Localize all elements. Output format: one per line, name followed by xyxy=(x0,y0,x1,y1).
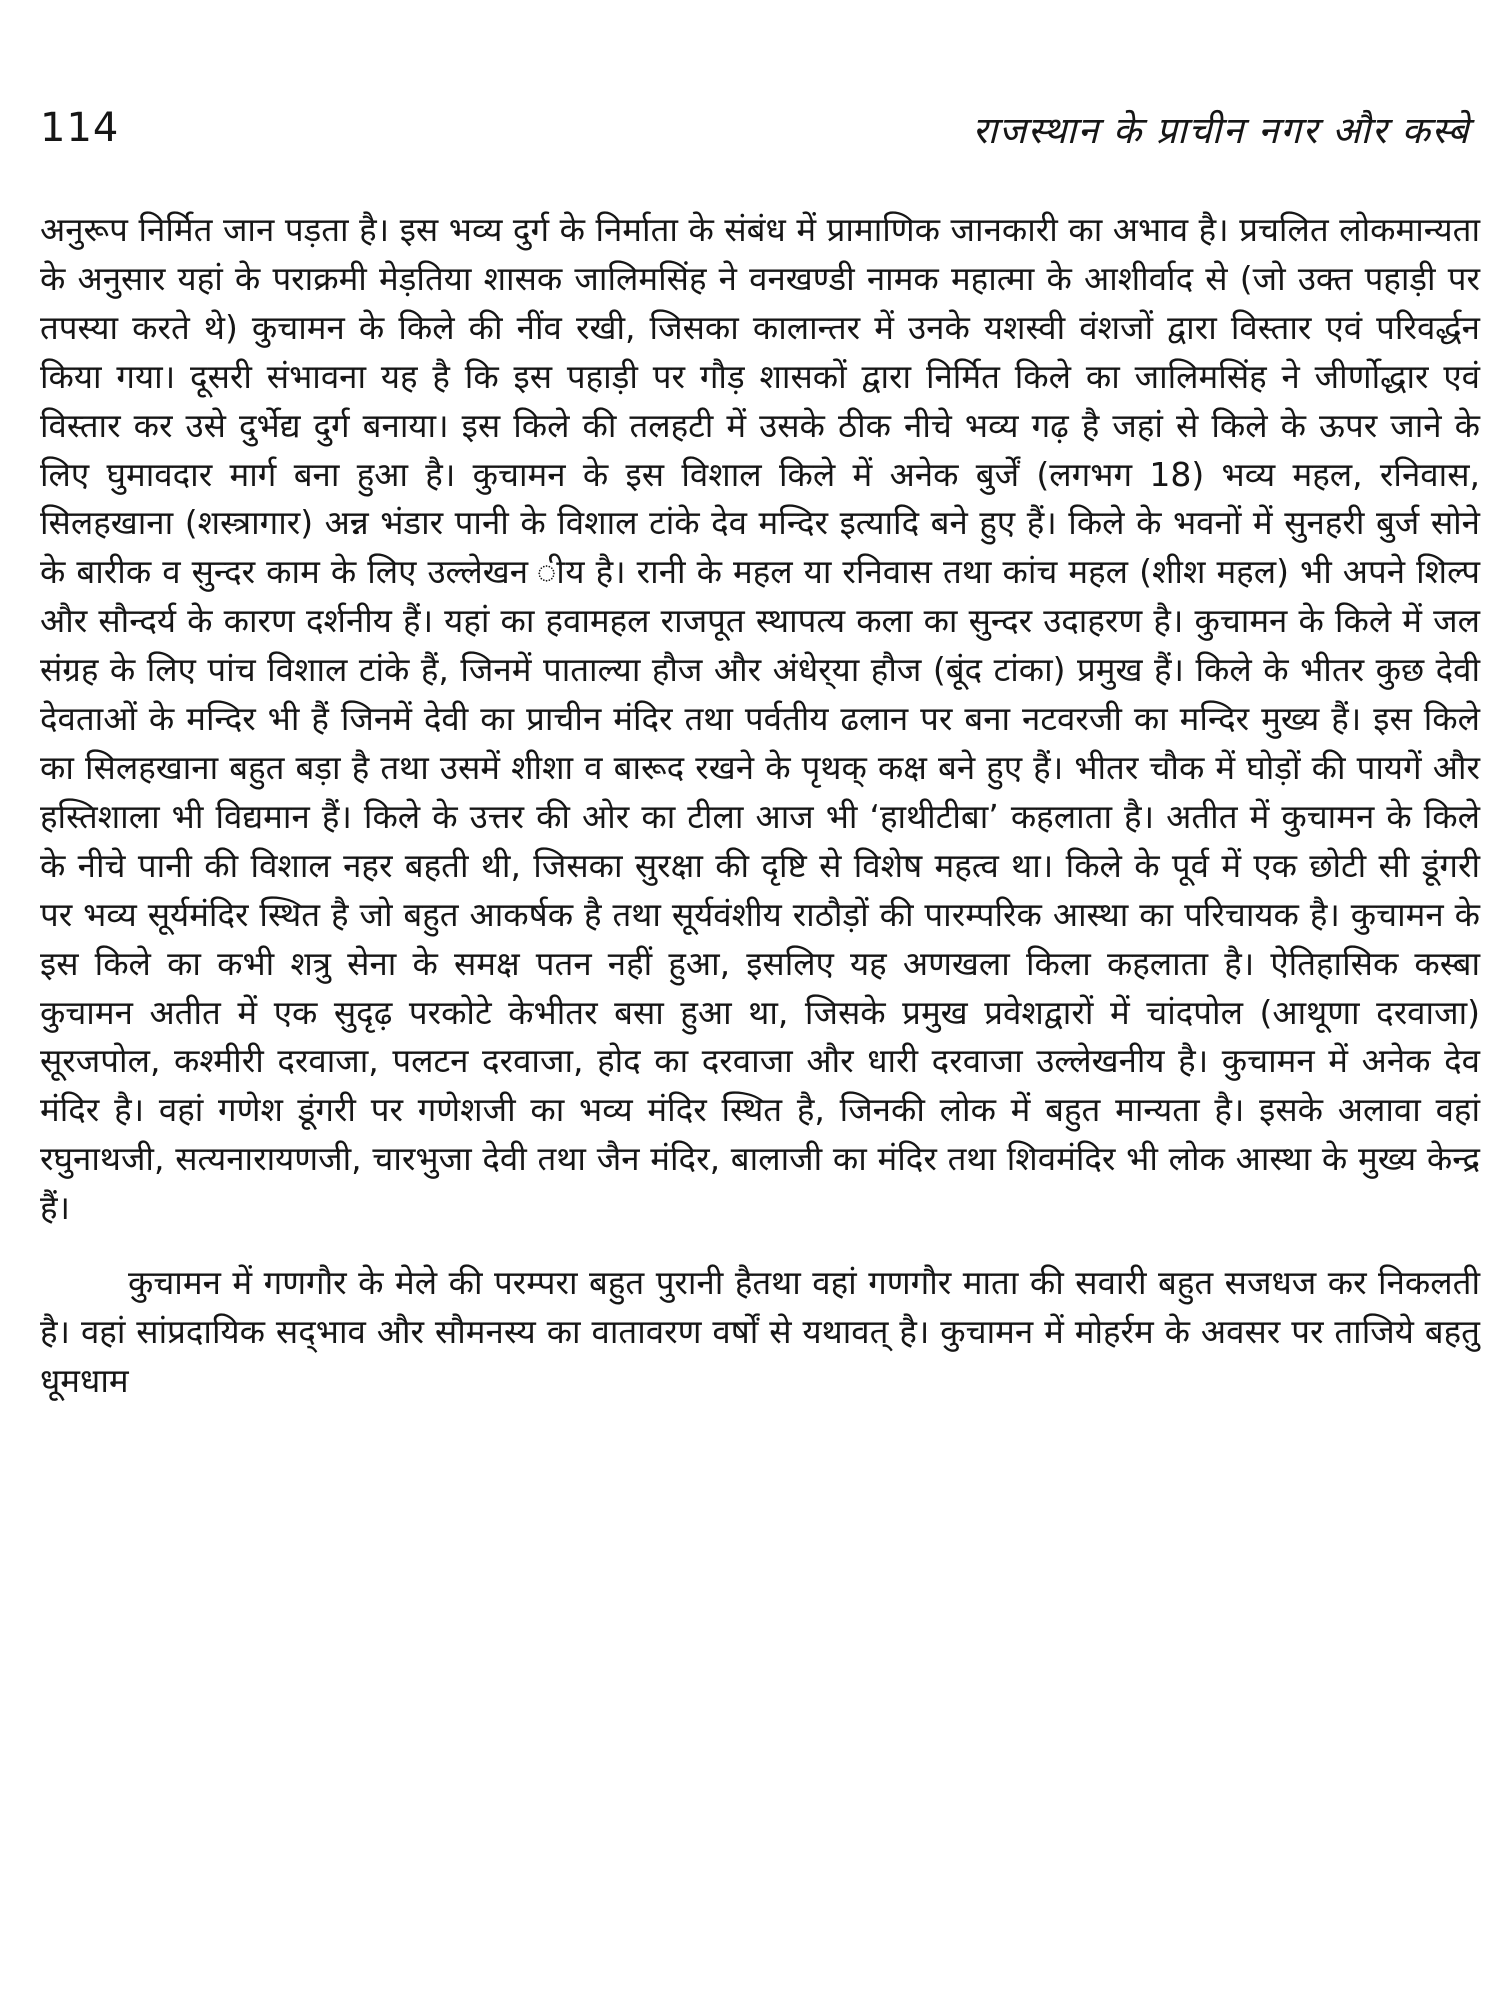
page-header xyxy=(40,105,1470,168)
paragraph: अनुरूप निर्मित जान पड़ता है। इस भव्य दुर्ग के निर्माता के संबंध में प्रामाणिक जानकारी का अभाव है। प्रचलित लोकमान्यता के अनुसार यहां के पराक्रमी मेड़तिया शासक जालिमसिंह ने वनखण्डी नामक महात्मा के आशीर्वाद से (जो उक्त पहाड़ी पर तपस्या करते थे) कुचामन के किले की नींव रखी, जिसका कालान्तर में उनके यशस्वी वंशजों द्वारा विस्तार एवं परिवर्द्धन किया गया। दूसरी संभावना यह है कि इस पहाड़ी पर गौड़ शासकों द्वारा निर्मित किले का जालिमसिंह ने जीर्णोद्धार एवं विस्तार कर उसे दुर्भेद्य दुर्ग बनाया। इस किले की तलहटी में उसके ठीक नीचे भव्य गढ़ है जहां से किले के ऊपर जाने के लिए घुमावदार मार्ग बना हुआ है। कुचामन के इस विशाल किले में अनेक बुर्जें (लगभग 18) भव्य महल, रनिवास, सिलहखाना (शस्त्रागार) अन्न भंडार पानी के विशाल टांके देव मन्दिर इत्यादि बने हुए हैं। किले के भवनों में सुनहरी बुर्ज सोने के बारीक व सुन्दर काम के लिए उल्लेखन ीय है। रानी के महल या रनिवास तथा कांच महल (शीश महल) भी अपने शिल्प और सौन्दर्य के कारण दर्शनीय हैं। यहां का हवामहल राजपूत स्थापत्य कला का सुन्दर उदाहरण है। कुचामन के किले में जल संग्रह के लिए पांच विशाल टांके हैं, जिनमें पाताल्या हौज और अंधेर्‌या हौज (बूंद टांका) प्रमुख हैं। किले के भीतर कुछ देवी देवताओं के मन्दिर भी हैं जिनमें देवी का प्राचीन मंदिर तथा पर्वतीय ढलान पर बना नटवरजी का मन्दिर मुख्य हैं। इस किले का सिलहखाना बहुत बड़ा है तथा उसमें शीशा व बारूद रखने के पृथक् कक्ष बने हुए हैं। भीतर चौक में घोड़ों की पायगें और हस्तिशाला भी विद्यमान हैं। किले के उत्तर की ओर का टीला आज भी ‘हाथीटीबा’ कहलाता है। अतीत में कुचामन के किले के नीचे पानी की विशाल नहर बहती थी, जिसका सुरक्षा की दृष्टि से विशेष महत्व था। किले के पूर्व में एक छोटी सी डूंगरी पर भव्य सूर्यमंदिर स्थित है जो बहुत आकर्षक है तथा सूर्यवंशीय राठौड़ों की पारम्परिक आस्था का परिचायक है। कुचामन के इस किले का कभी शत्रु सेना के समक्ष पतन नहीं हुआ, इसलिए यह अणखला किला कहलाता है। ऐतिहासिक कस्बा कुचामन अतीत में एक सुदृढ़ परकोटे केभीतर बसा हुआ था, जिसके प्रमुख प्रवेशद्वारों में चांदपोल (आथूणा दरवाजा) सूरजपोल, कश्मीरी दरवाजा, पलटन दरवाजा, होद का दरवाजा और धारी दरवाजा उल्लेखनीय है। कुचामन में अनेक देव मंदिर है। वहां गणेश डूंगरी पर गणेशजी का भव्य मंदिर स्थित है, जिनकी लोक में बहुत मान्यता है। इसके अलावा वहां रघुनाथजी, सत्यनारायणजी, चारभुजा देवी तथा जैन मंदिर, बालाजी का मंदिर तथा शिवमंदिर भी लोक आस्था के मुख्य केन्द्र हैं। xyxy=(40,210,1480,1228)
body-text xyxy=(40,206,1480,1406)
paragraph: कुचामन में गणगौर के मेले की परम्परा बहुत पुरानी हैतथा वहां गणगौर माता की सवारी बहुत सजधज कर निकलती है। वहां सांप्रदायिक सद्‌भाव और सौमनस्य का वातावरण वर्षों से यथावत् है। कुचामन में मोहर्रम के अवसर पर ताजिये बहतु धूमधाम xyxy=(40,1263,1480,1400)
page-number: 114 xyxy=(40,105,120,151)
running-title: राजस्थान के प्राचीन नगर और कस्बे xyxy=(972,109,1470,152)
